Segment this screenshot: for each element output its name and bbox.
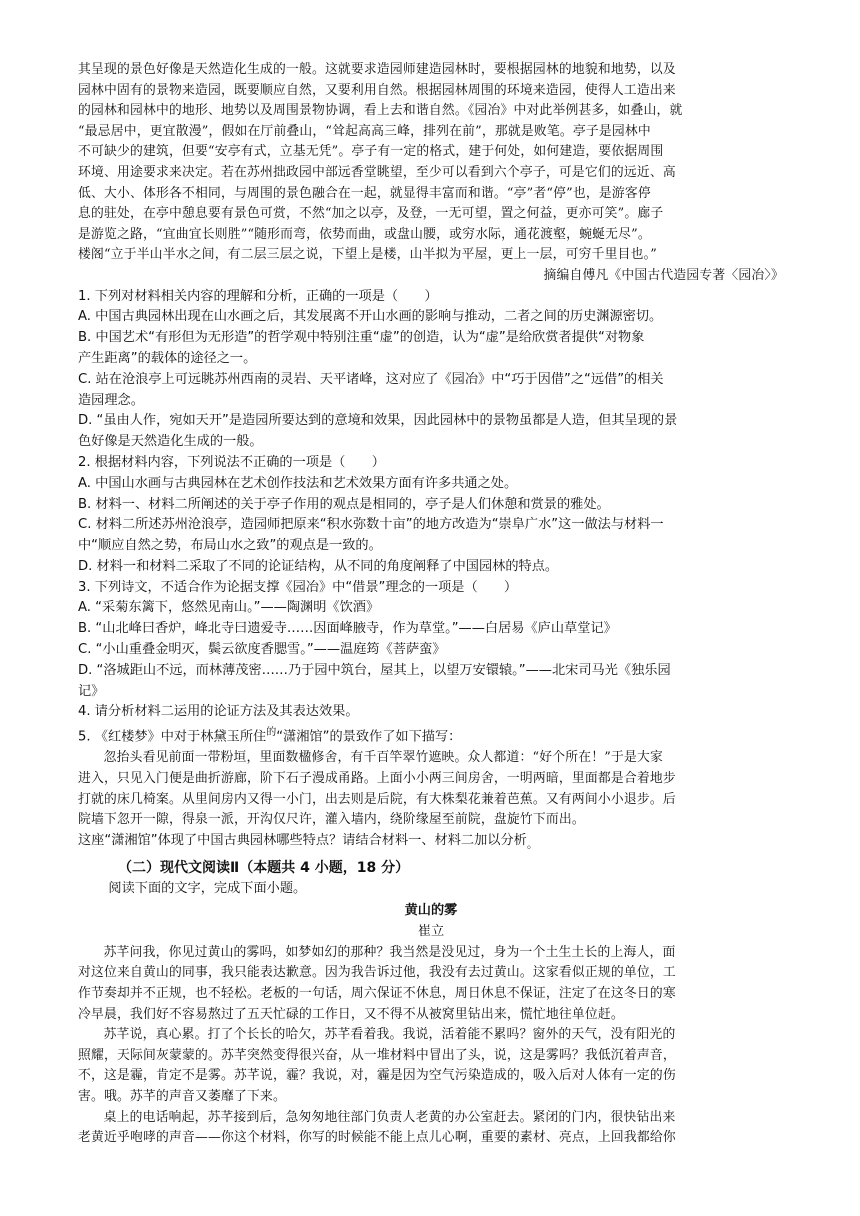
essay-line: 害。哦。苏芊的声音又萎靡了下来。 bbox=[78, 1089, 286, 1105]
text-line: 低、大小、体形各不相同，与周围的景色融合在一起，就显得丰富而和谐。“亭”者“停”也，是游客停 bbox=[78, 185, 651, 201]
text-line: 的园林和园林中的地形、地势以及周围景物协调，看上去和谐自然。《园冶》中对此举例甚多，如叠山，就 bbox=[78, 103, 683, 119]
question-3 bbox=[78, 578, 784, 703]
essay-line: 冷早晨，我们好不容易熬过了五天忙碌的工作日，又不得不从被窝里钻出来，慌忙地往单位赶。 bbox=[78, 1006, 624, 1022]
option-b: B. “山北峰曰香炉，峰北寺曰遗爱寺……因面峰腋寺，作为草堂。”——白居易《庐山草堂记》 bbox=[78, 621, 617, 637]
essay-line: 对这位来自黄山的同事，我只能表达歉意。因为我告诉过他，我没有去过黄山。这家看似正规的单位，工 bbox=[78, 965, 676, 981]
ask-subscript: 。 bbox=[526, 837, 538, 851]
section-instruction: 阅读下面的文字，完成下面小题。 bbox=[108, 881, 307, 897]
essay-line: 桌上的电话响起，苏芊接到后，急匆匆地往部门负责人老黄的办公室赶去。紧闭的门内，很快钻出来 bbox=[103, 1109, 676, 1125]
essay-line: 老黄近乎咆哮的声音——你这个材料，你写的时候能不能上点儿心啊，重要的素材、亮点，上回我都给你 bbox=[78, 1130, 676, 1146]
option-c: C. 站在沧浪亭上可远眺苏州西南的灵岩、天平诸峰，这对应了《园冶》中“巧于因借”之“远借”的相关 bbox=[78, 371, 664, 387]
option-a: A. 中国山水画与古典园林在艺术创作技法和艺术效果方面有许多共通之处。 bbox=[78, 475, 518, 491]
text-line: 楼阁“立于半山半水之间，有二层三层之说，下望上是楼，山半拟为平屋，更上一层，可穷千里目也。” bbox=[78, 247, 657, 263]
text-line: “最忌居中，更宜散漫”，假如在厅前叠山，“耸起高高三峰，排列在前”，那就是败笔。亭子是园林中 bbox=[78, 123, 651, 139]
stem-superscript: 的 bbox=[266, 727, 277, 739]
option-a: A. 中国古典园林出现在山水画之后，其发展离不开山水画的影响与推动，二者之间的历史渊源密切。 bbox=[78, 309, 663, 325]
source-citation: 摘编自傅凡《中国古代造园专著〈园冶〉》 bbox=[543, 267, 784, 283]
text-line: 其呈现的景色好像是天然造化生成的一般。这就要求造园师建造园林时，要根据园林的地貌和地势，以及 bbox=[78, 62, 676, 77]
text-line: 园林中固有的景物来造园，既要顺应自然，又要利用自然。根据园林周围的环境来造园，使得人工造出来 bbox=[78, 82, 676, 98]
option-d: D. “洛城距山不远，而林薄茂密……乃于园中筑台，屋其上，以望万安镮辕。”——北宋司马光《独乐园 bbox=[78, 662, 671, 678]
material-two-text bbox=[78, 60, 784, 287]
question-stem bbox=[78, 723, 784, 748]
question-ask bbox=[78, 831, 784, 855]
option-c: C. 材料二所述苏州沧浪亭，造园师把原来“积水弥数十亩”的地方改造为“崇阜广水”这一做法与材料一 bbox=[78, 517, 664, 533]
stem-part: “潇湘馆”的景致作了如下描写： bbox=[276, 729, 462, 745]
quote-line: 打就的床几椅案。从里间房内又得一小门，出去则是后院，有大株梨花兼着芭蕉。又有两间小小退步。后 bbox=[78, 791, 676, 807]
quote-line: 院墙下忽开一隙，得泉一派，开沟仅尺许，灌入墙内，绕阶缘屋至前院，盘旋竹下而出。 bbox=[78, 812, 585, 828]
option-b: B. 中国艺术“有形但为无形造”的哲学观中特别注重“虚”的创造，认为“虚”是给欣赏者提供“对物象 bbox=[78, 330, 645, 346]
text-line: 环境、用途要求来决定。若在苏州拙政园中部远香堂眺望，至少可以看到六个亭子，可是它们的远近、高 bbox=[78, 164, 676, 180]
essay-line: 作节奏却并不正规，也不轻松。老板的一句话，周六保证不休息，周日休息不保证，注定了在这冬日的寒 bbox=[78, 986, 676, 1002]
text-line: 不可缺少的建筑，但要“安亭有式，立基无凭”。亭子有一定的格式，建于何处，如何建造，要依据周围 bbox=[78, 144, 664, 160]
stem-part: 5. 《红楼梦》中对于林黛玉所住 bbox=[78, 729, 267, 745]
essay-line: 不，这是霾，肯定不是雾。苏芊说，霾？我说，对，霾是因为空气污染造成的，吸入后对人体有一定的伤 bbox=[78, 1068, 676, 1084]
essay-body bbox=[78, 943, 784, 1149]
option-d-cont: 记》 bbox=[78, 683, 105, 699]
ask-text: 这座“潇湘馆”体现了中国古典园林哪些特点？请结合材料一、材料二加以分析 bbox=[78, 832, 527, 848]
question-1 bbox=[78, 287, 784, 453]
section-heading: （二）现代文阅读Ⅱ（本题共 4 小题，18 分） bbox=[118, 860, 410, 877]
option-c-cont: 造园理念。 bbox=[78, 392, 144, 408]
option-d: D. “虽由人作，宛如天开”是造园所要达到的意境和效果，因此园林中的景物虽都是人造，但其呈现的景 bbox=[78, 413, 678, 429]
option-b: B. 材料一、材料二所阐述的关于亭子作用的观点是相同的，亭子是人们休憩和赏景的雅处。 bbox=[78, 496, 610, 512]
option-c-cont: 中“顺应自然之势，布局山水之致”的观点是一致的。 bbox=[78, 538, 382, 554]
question-stem: 3. 下列诗文，不适合作为论据支撑《园冶》中“借景”理念的一项是（ ） bbox=[78, 579, 518, 595]
essay-line: 苏芊说，真心累。打了个长长的哈欠，苏芊看着我。我说，活着能不累吗？窗外的天气，没有阳光的 bbox=[103, 1027, 676, 1043]
question-stem: 2. 根据材料内容，下列说法不正确的一项是（ ） bbox=[78, 454, 385, 470]
option-c: C. “小山重叠金明灭，鬓云欲度香腮雪。”——温庭筠《菩萨蛮》 bbox=[78, 642, 446, 658]
quote-line: 进入，只见入门便是曲折游廊，阶下石子漫成甬路。上面小小两三间房舍，一明两暗，里面都是合着地步 bbox=[78, 771, 676, 787]
essay-line: 照耀，天际间灰蒙蒙的。苏芊突然变得很兴奋，从一堆材料中冒出了头，说，这是雾吗？我低沉着声音， bbox=[78, 1047, 676, 1063]
essay-title: 黄山的雾 bbox=[404, 903, 458, 919]
quote-line: 忽抬头看见前面一带粉垣，里面数楹修舍，有千百竿翠竹遮映。众人都道：“好个所在！”于是大家 bbox=[103, 750, 663, 766]
option-a: A. “采菊东篱下，悠然见南山。”——陶渊明《饮酒》 bbox=[78, 600, 380, 616]
question-stem: 4. 请分析材料二运用的论证方法及其表达效果。 bbox=[78, 704, 359, 720]
text-line: 是游览之路，“宜曲宜长则胜”“随形而弯，依势而曲，或盘山腰，或穷水际，通花渡壑，蜿蜒无尽”。 bbox=[78, 226, 651, 242]
essay-author: 崔立 bbox=[417, 924, 445, 940]
option-d-cont: 色好像是天然造化生成的一般。 bbox=[78, 434, 263, 450]
essay-line: 苏芊问我，你见过黄山的雾吗，如梦如幻的那种？我当然是没见过，身为一个土生土长的上海人，面 bbox=[103, 944, 676, 960]
text-line: 息的驻处，在亭中憩息要有景色可赏，不然“加之以亭，及登，一无可望，置之何益，更亦可笑”。廊子 bbox=[78, 206, 664, 222]
question-4 bbox=[78, 702, 784, 723]
question-stem: 1. 下列对材料相关内容的理解和分析，正确的一项是（ ） bbox=[78, 288, 438, 304]
question-5 bbox=[78, 723, 784, 855]
question-2 bbox=[78, 453, 784, 578]
option-d: D. 材料一和材料二采取了不同的论证结构，从不同的角度阐释了中国园林的特点。 bbox=[78, 558, 559, 574]
option-b-cont: 产生距离”的载体的途径之一。 bbox=[78, 350, 257, 366]
exam-page bbox=[78, 60, 784, 1149]
